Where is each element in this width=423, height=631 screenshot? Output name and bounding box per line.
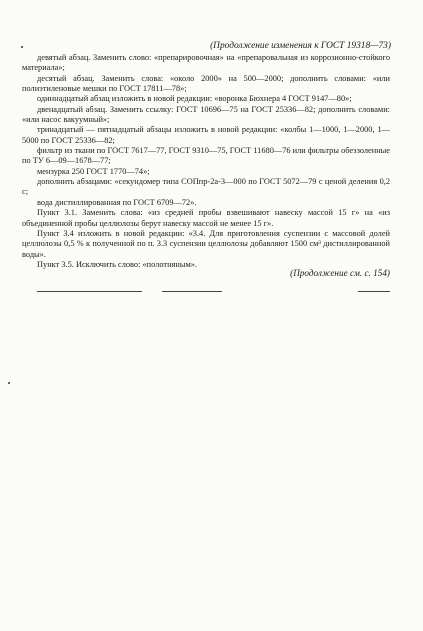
continuation-note: (Продолжение см. с. 154) bbox=[290, 268, 390, 278]
paragraph: Пункт 3.5. Исключить слово: «полотняным». bbox=[37, 259, 197, 269]
paragraph: одиннадцатый абзац изложить в новой редакции: «воронка Бюхнера 4 ГОСТ 9147—80»; bbox=[37, 94, 352, 104]
paragraph: вода дистиллированная по ГОСТ 6709—72». bbox=[37, 197, 197, 207]
paragraph: фильтр из ткани по ГОСТ 7617—77, ГОСТ 9310—75, ГОСТ 11680—76 или фильтры обеззоленные по ТУ 6—09—1678—77; bbox=[22, 146, 390, 166]
print-speck bbox=[21, 46, 23, 48]
paragraph: тринадцатый — пятнадцатый абзацы изложить в новой редакции: «колбы 1—1000, 1—2000, 1—5000 по ГОСТ 25336—82; bbox=[22, 125, 390, 145]
paragraph: десятый абзац. Заменить слова: «около 2000» на 500—2000; дополнить словами: «или полиэтиленовые мешки по ГОСТ 17811—78»; bbox=[22, 73, 390, 94]
divider-right bbox=[358, 291, 390, 292]
paragraph: Пункт 3.1. Заменить слова: «из средней пробы взвешивают навеску массой 15 г» на «из объединенной пробы целлюлозы берут навеску массой не менее 15 г». bbox=[22, 208, 390, 228]
paragraph: двенадцатый абзац. Заменить ссылку: ГОСТ 10696—75 на ГОСТ 25336—82; дополнить словами: «или насос вакуумный»; bbox=[22, 104, 390, 125]
paragraph: Пункт 3.4 изложить в новой редакции: «3.4. Для приготовления суспензии с массовой долей целлюлозы 0,5 % к полученной по п. 3.3 суспензии целлюлозы добавляют 1500 см³ дистиллированной воды». bbox=[22, 228, 390, 259]
paragraph: девятый абзац. Заменить слово: «препарировочная» на «препаровальная из коррозионно-стойкого материала»; bbox=[22, 53, 390, 73]
page-header: (Продолжение изменения к ГОСТ 19318—73) bbox=[210, 41, 391, 51]
document-body bbox=[22, 53, 390, 270]
paragraph: дополнить абзацами: «секундомер типа СОПпр-2а-3—000 по ГОСТ 5072—79 с ценой деления 0,2 с; bbox=[22, 177, 390, 197]
paragraph: мензурка 250 ГОСТ 1770—74»; bbox=[37, 166, 150, 176]
divider-middle bbox=[162, 291, 222, 292]
divider-left bbox=[37, 291, 142, 292]
print-speck bbox=[8, 382, 10, 384]
